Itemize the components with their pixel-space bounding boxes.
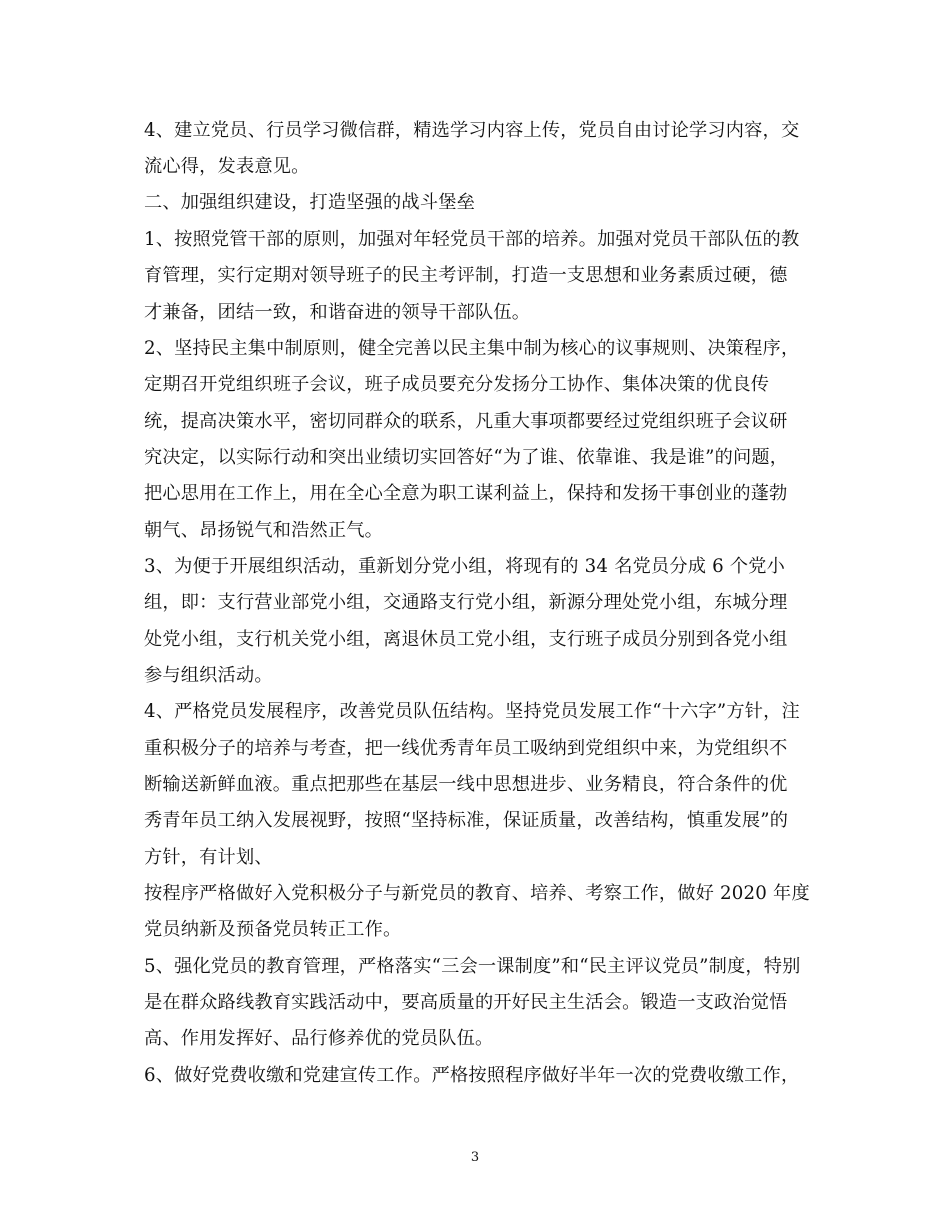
text-line: 究决定，以实际行动和突出业绩切实回答好“为了谁、依靠谁、我是谁”的问题， [144, 447, 789, 468]
text-line: 育管理，实行定期对领导班子的民主考评制，打造一支思想和业务素质过硬，德 [144, 265, 788, 286]
text-line: 把心思用在工作上，用在全心全意为职工谋利益上，保持和发扬干事创业的蓬勃 [144, 483, 788, 504]
text-line: 6、做好党费收缴和党建宣传工作。严格按照程序做好半年一次的党费收缴工作， [144, 1065, 800, 1086]
text-line: 才兼备，团结一致，和谐奋进的领导干部队伍。 [144, 302, 531, 323]
text-line: 秀青年员工纳入发展视野，按照“坚持标准，保证质量，改善结构，慎重发展”的 [144, 810, 789, 831]
text-line: 2、坚持民主集中制原则，健全完善以民主集中制为核心的议事规则、决策程序， [144, 338, 800, 359]
text-line: 重积极分子的培养与考查，把一线优秀青年员工吸纳到党组织中来，为党组织不 [144, 738, 788, 759]
text-line: 朝气、昂扬锐气和浩然正气。 [144, 520, 384, 541]
text-line: 按程序严格做好入党积极分子与新党员的教育、培养、考察工作，做好 2020 年度 [144, 883, 810, 904]
text-line: 定期召开党组织班子会议，班子成员要充分发扬分工协作、集体决策的优良传 [144, 374, 770, 395]
text-line: 组，即：支行营业部党小组，交通路支行党小组，新源分理处党小组，东城分理 [144, 592, 788, 613]
text-line: 4、严格党员发展程序，改善党员队伍结构。坚持党员发展工作“十六字”方针，注 [144, 701, 800, 722]
page-number: 3 [470, 1150, 480, 1165]
text-line: 是在群众路线教育实践活动中，要高质量的开好民主生活会。锻造一支政治觉悟 [144, 992, 788, 1013]
text-line: 统，提高决策水平，密切同群众的联系，凡重大事项都要经过党组织班子会议研 [144, 411, 788, 432]
text-line: 高、作用发挥好、品行修养优的党员队伍。 [144, 1028, 494, 1049]
text-line: 断输送新鲜血液。重点把那些在基层一线中思想进步、业务精良，符合条件的优 [144, 774, 788, 795]
text-line: 1、按照党管干部的原则，加强对年轻党员干部的培养。加强对党员干部队伍的教 [144, 229, 800, 250]
text-line: 4、建立党员、行员学习微信群，精选学习内容上传，党员自由讨论学习内容，交 [144, 120, 800, 141]
section-heading: 二、加强组织建设，打造坚强的战斗堡垒 [144, 192, 475, 213]
text-line: 方针，有计划、 [144, 847, 273, 868]
text-line: 参与组织活动。 [144, 665, 273, 686]
text-line: 处党小组，支行机关党小组，离退休员工党小组，支行班子成员分别到各党小组 [144, 629, 788, 650]
text-line: 5、强化党员的教育管理，严格落实“三会一课制度”和“民主评议党员”制度，特别 [144, 956, 801, 977]
text-line: 党员纳新及预备党员转正工作。 [144, 919, 402, 940]
text-line: 3、为便于开展组织活动，重新划分党小组，将现有的 34 名党员分成 6 个党小 [144, 556, 786, 577]
text-line: 流心得，发表意见。 [144, 156, 310, 177]
